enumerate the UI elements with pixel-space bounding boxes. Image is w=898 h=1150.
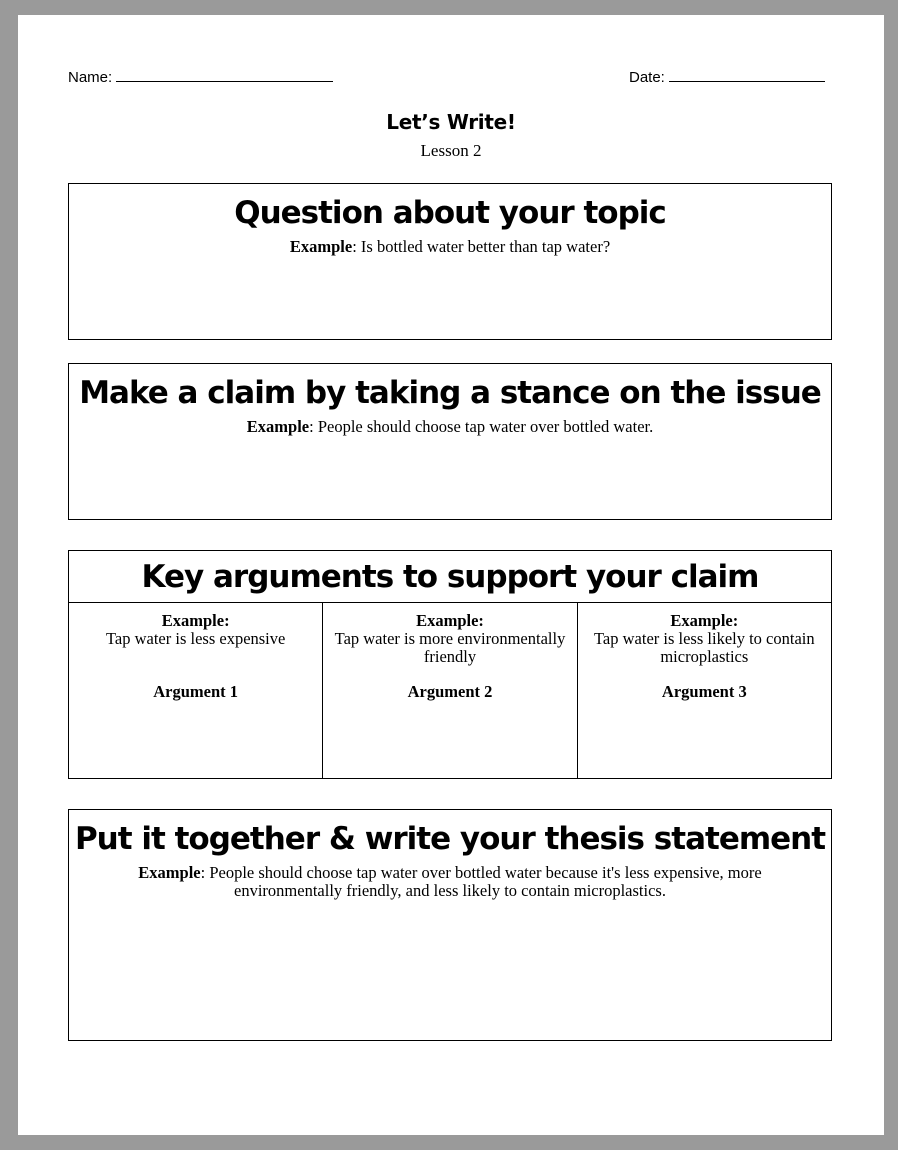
argument-3-example-label: Example: [670,611,739,630]
claim-box[interactable] [68,363,832,520]
question-example-text: : Is bottled water better than tap water? [352,237,611,256]
claim-heading: Make a claim by taking a stance on the issue [79,375,821,411]
date-label: Date: [629,69,665,86]
date-blank-line[interactable] [669,67,825,82]
worksheet-title: Let’s Write! [386,110,516,134]
question-heading: Question about your topic [234,195,666,231]
thesis-box[interactable] [68,809,832,1041]
thesis-example-text: : People should choose tap water over bottled water because it's less expensive, more environmentally friendly, and less likely to contain microplastics. [200,863,762,900]
claim-example-text: : People should choose tap water over bottled water. [309,417,654,436]
thesis-heading: Put it together & write your thesis statement [74,821,826,857]
argument-2-example-text: Tap water is more environmentally friendly [334,629,566,666]
arguments-columns [69,603,831,778]
claim-example-label: Example [246,417,310,436]
argument-column-1[interactable] [69,603,322,778]
question-example [69,238,831,256]
argument-2-example-label: Example: [416,611,484,630]
argument-column-3[interactable] [577,603,831,778]
argument-2-label: Argument 2 [407,682,493,701]
argument-3-example-text: Tap water is less likely to contain microplastics [594,629,815,666]
name-row [68,67,333,87]
question-example-label: Example [289,237,353,256]
date-row [629,67,825,87]
argument-column-2[interactable] [322,603,576,778]
name-blank-line[interactable] [116,67,333,82]
argument-1-label: Argument 1 [153,682,239,701]
worksheet-subtitle: Lesson 2 [420,141,482,160]
argument-3-label: Argument 3 [661,682,747,701]
argument-1-example-text: Tap water is less expensive [105,629,286,648]
claim-example [69,418,831,436]
name-label: Name: [68,69,113,86]
arguments-box [68,550,832,779]
worksheet-page [18,15,884,1135]
thesis-example [69,864,831,900]
arguments-heading: Key arguments to support your claim [69,551,831,603]
thesis-example-label: Example [138,863,201,882]
question-box[interactable] [68,183,832,340]
argument-1-example-label: Example: [161,611,230,630]
